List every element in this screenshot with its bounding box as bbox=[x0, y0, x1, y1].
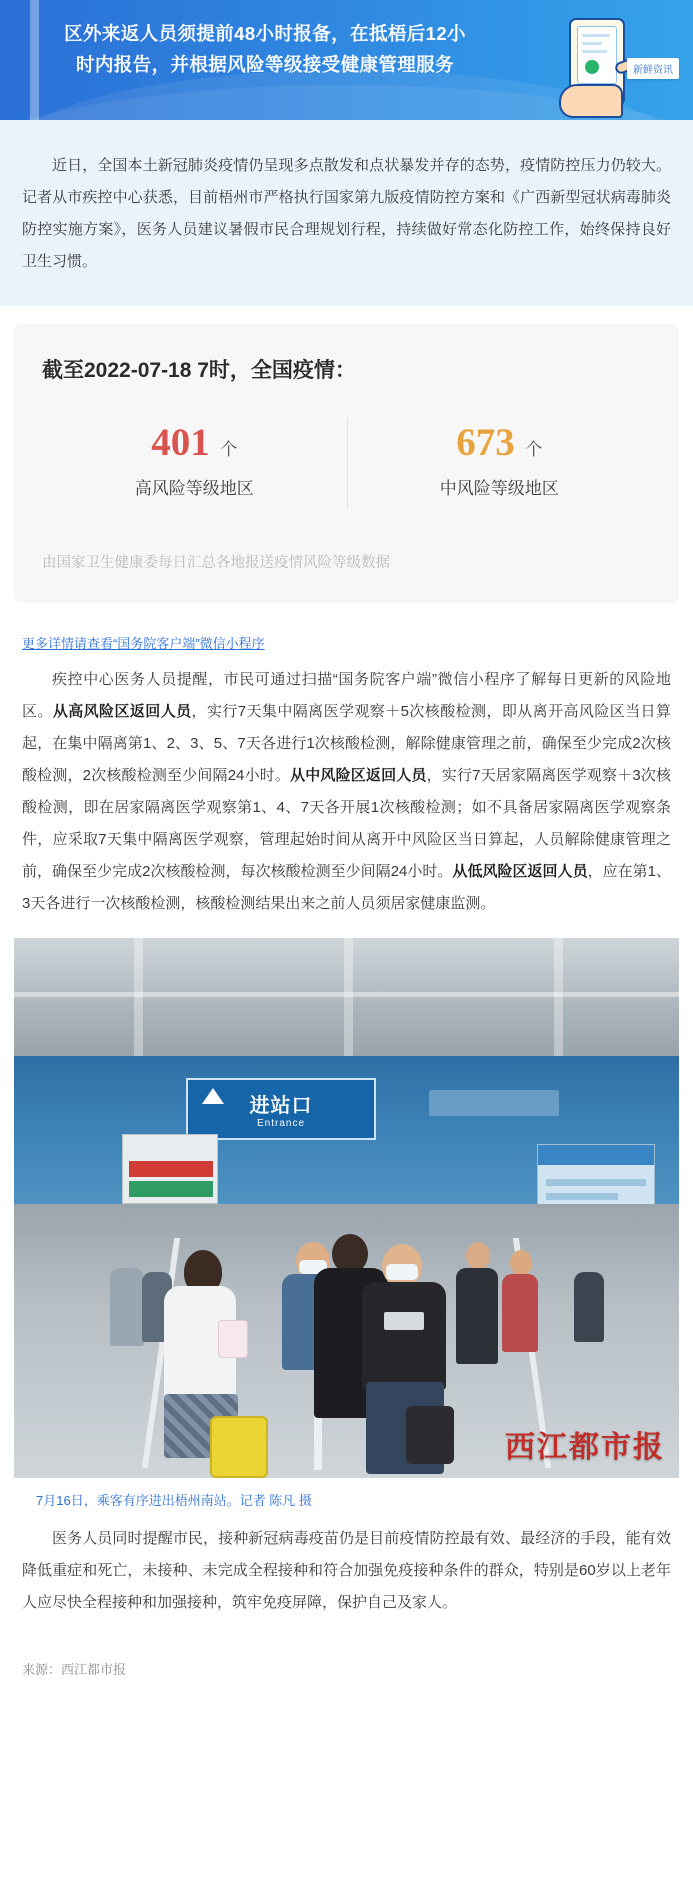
high-risk-text: ，实行7天集中隔离医学观察＋5次核酸检测，即从离开高风险区当日算起，在集中隔离第1、2、3、5、7天各进行1次核酸检测，解除健康管理之前，确保至少完成2次核酸检测，2次核酸检测至少间隔24小时。 bbox=[22, 703, 671, 784]
secondary-sign bbox=[429, 1090, 559, 1116]
photo-beam bbox=[134, 938, 143, 1058]
body-intro-sentence: 疾控中心医务人员提醒，市民可通过扫描“国务院客户端”微信小程序了解每日更新的风险地区。 bbox=[22, 671, 671, 720]
high-risk-label: 从高风险区返回人员 bbox=[52, 703, 192, 720]
stats-title: 截至2022-07-18 7时，全国疫情： bbox=[42, 359, 356, 382]
traveler-background-1 bbox=[110, 1268, 144, 1346]
mini-program-link[interactable]: 更多详情请查看“国务院客户端”微信小程序 bbox=[22, 636, 265, 651]
intro-paragraph: 近日，全国本土新冠肺炎疫情仍呈现多点散发和点状暴发并存的态势，疫情防控压力仍较大。记者从市疾控中心获悉，目前梧州市严格执行国家第九版疫情防控方案和《广西新型冠状病毒肺炎防控实施方案》，医务人员建议暑假市民合理规划行程，持续做好常态化防控工作，始终保持良好卫生习惯。 bbox=[22, 157, 671, 270]
source-line: 来源：西江都市报 bbox=[22, 1662, 127, 1677]
closing-text-block bbox=[0, 1515, 693, 1637]
photo-caption: 7月16日，乘客有序进出梧州南站。记者 陈凡 摄 bbox=[36, 1493, 312, 1508]
medium-risk-label: 从中风险区返回人员 bbox=[290, 767, 427, 784]
stat-medium-risk-label: 中风险等级地区 bbox=[439, 479, 559, 498]
stat-medium-risk-unit: 个 bbox=[525, 440, 543, 459]
phone-screen-line bbox=[582, 34, 610, 37]
medium-risk-text: ，实行7天居家隔离医学观察＋3次核酸检测，即在居家隔离医学观察第1、4、7天各开展1次核酸检测；如不具备居家隔离医学观察条件，应采取7天集中隔离医学观察，管理起始时间从离开中风险区当日算起，人员解除健康管理之前，确保至少完成2次核酸检测，每次核酸检测至少间隔24小时。 bbox=[22, 767, 671, 880]
shoulder-bag bbox=[218, 1320, 248, 1358]
photo-watermark: 西江都市报 bbox=[505, 1431, 665, 1464]
stat-medium-risk-value: 673 bbox=[456, 421, 515, 464]
booth-text-line bbox=[546, 1193, 618, 1200]
banner-title: 区外来返人员须提前48小时报备，在抵梧后12小时内报告，并根据风险等级接受健康管理服务 bbox=[64, 23, 466, 75]
up-arrow-icon bbox=[202, 1088, 224, 1104]
red-shirt-traveler-body bbox=[502, 1274, 538, 1352]
red-shirt-traveler-head bbox=[510, 1250, 532, 1276]
low-risk-text: ，应在第1、3天各进行一次核酸检测，核酸检测结果出来之前人员须居家健康监测。 bbox=[22, 863, 672, 912]
stats-card bbox=[14, 324, 679, 603]
booth-text-line bbox=[546, 1179, 646, 1186]
black-suitcase bbox=[406, 1406, 454, 1464]
stat-medium-risk bbox=[347, 418, 652, 509]
body-paragraph bbox=[22, 664, 671, 920]
staff-body bbox=[456, 1268, 498, 1364]
hand-shape bbox=[559, 84, 623, 118]
phone-check-badge bbox=[585, 60, 599, 74]
body-text-block bbox=[0, 656, 693, 938]
staff-head bbox=[466, 1242, 490, 1270]
stat-high-risk bbox=[42, 418, 347, 509]
shirt-logo bbox=[384, 1312, 424, 1330]
entrance-sign-cn: 进站口 bbox=[249, 1095, 313, 1117]
news-tag-badge: 新鲜资讯 bbox=[627, 58, 679, 79]
low-risk-label: 从低风险区返回人员 bbox=[452, 863, 588, 880]
stats-source-note: 由国家卫生健康委每日汇总各地报送疫情风险等级数据 bbox=[42, 555, 390, 571]
kiosk-red-band bbox=[129, 1161, 213, 1177]
kiosk-green-band bbox=[129, 1181, 213, 1197]
stat-high-risk-unit: 个 bbox=[220, 440, 238, 459]
front-traveler-body bbox=[362, 1282, 446, 1390]
entrance-sign-en: Entrance bbox=[256, 1118, 306, 1129]
phone-screen-line bbox=[582, 50, 607, 53]
station-photo bbox=[14, 938, 679, 1478]
stats-row bbox=[42, 418, 651, 509]
stat-high-risk-value: 401 bbox=[151, 421, 210, 464]
banner-stripe-1 bbox=[30, 0, 39, 120]
photo-section bbox=[0, 938, 693, 1515]
yellow-suitcase bbox=[210, 1416, 268, 1478]
header-banner bbox=[0, 0, 693, 120]
phone-screen-line bbox=[582, 42, 602, 45]
photo-beam bbox=[554, 938, 563, 1058]
stats-section bbox=[0, 306, 693, 619]
intro-block bbox=[0, 120, 693, 306]
booth-header bbox=[538, 1145, 654, 1165]
stat-high-risk-label: 高风险等级地区 bbox=[134, 479, 254, 498]
closing-paragraph: 医务人员同时提醒市民，接种新冠病毒疫苗仍是目前疫情防控最有效、最经济的手段，能有效降低重症和死亡，未接种、未完成全程接种和符合加强免疫接种条件的群众，特别是60岁以上老年人应尽快全程接种和加强接种，筑牢免疫屏障，保护自己及家人。 bbox=[22, 1530, 671, 1611]
traveler-background-3 bbox=[574, 1272, 604, 1342]
info-kiosk bbox=[122, 1134, 218, 1204]
photo-beam bbox=[344, 938, 353, 1058]
